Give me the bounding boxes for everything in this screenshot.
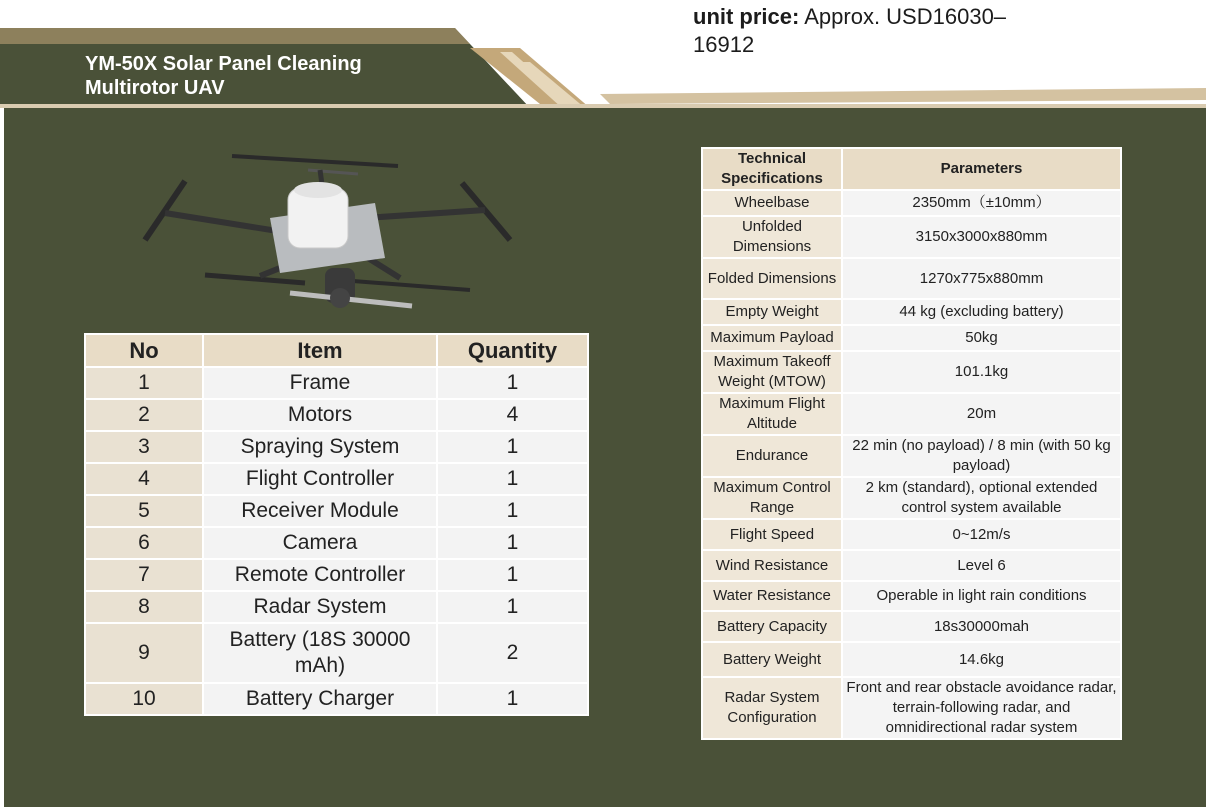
table-row	[702, 519, 1121, 550]
table-row	[702, 258, 1121, 299]
item-no: 4	[85, 463, 203, 495]
spec-value: 44 kg (excluding battery)	[842, 299, 1121, 325]
spec-name: Maximum Flight Altitude	[702, 393, 842, 435]
spec-name: Battery Weight	[702, 642, 842, 677]
spec-name: Unfolded Dimensions	[702, 216, 842, 258]
item-name: Remote Controller	[203, 559, 437, 591]
table-row	[702, 299, 1121, 325]
table-row	[85, 399, 588, 431]
item-name: Spraying System	[203, 431, 437, 463]
table-row	[702, 477, 1121, 519]
spec-name: Maximum Payload	[702, 325, 842, 351]
spec-value: 101.1kg	[842, 351, 1121, 393]
specs-header-row	[702, 148, 1121, 190]
spec-name: Empty Weight	[702, 299, 842, 325]
item-quantity: 1	[437, 463, 588, 495]
table-row	[702, 581, 1121, 611]
spec-value: 18s30000mah	[842, 611, 1121, 642]
spec-name: Battery Capacity	[702, 611, 842, 642]
table-row	[702, 190, 1121, 216]
table-row	[702, 393, 1121, 435]
spec-name: Radar System Configuration	[702, 677, 842, 739]
item-name: Motors	[203, 399, 437, 431]
spec-value: 2 km (standard), optional extended control system available	[842, 477, 1121, 519]
spec-value: 2350mm（±10mm）	[842, 190, 1121, 216]
table-row	[85, 367, 588, 399]
spec-value: 14.6kg	[842, 642, 1121, 677]
spec-name: Endurance	[702, 435, 842, 477]
item-no: 1	[85, 367, 203, 399]
item-quantity: 1	[437, 683, 588, 715]
item-name: Radar System	[203, 591, 437, 623]
spec-value: 50kg	[842, 325, 1121, 351]
spec-value: 20m	[842, 393, 1121, 435]
spec-value: Front and rear obstacle avoidance radar, terrain-following radar, and omnidirectional radar system	[842, 677, 1121, 739]
table-row	[702, 216, 1121, 258]
item-quantity: 1	[437, 367, 588, 399]
spec-name: Water Resistance	[702, 581, 842, 611]
spec-name: Folded Dimensions	[702, 258, 842, 299]
table-row	[85, 683, 588, 715]
item-name: Camera	[203, 527, 437, 559]
drone-icon	[140, 148, 520, 318]
table-row	[85, 559, 588, 591]
item-name: Frame	[203, 367, 437, 399]
item-name: Battery Charger	[203, 683, 437, 715]
item-no: 10	[85, 683, 203, 715]
item-no: 5	[85, 495, 203, 527]
table-row	[702, 642, 1121, 677]
items-table	[84, 333, 589, 716]
page-title	[85, 52, 362, 100]
table-row	[85, 623, 588, 683]
spec-value: 22 min (no payload) / 8 min (with 50 kg payload)	[842, 435, 1121, 477]
table-row	[85, 463, 588, 495]
table-row	[702, 550, 1121, 581]
table-row	[702, 351, 1121, 393]
specs-table	[701, 147, 1122, 740]
header-band	[0, 0, 1206, 108]
spec-name: Maximum Takeoff Weight (MTOW)	[702, 351, 842, 393]
title-line-1: YM-50X Solar Panel Cleaning	[85, 53, 362, 75]
table-row	[85, 591, 588, 623]
items-header-item: Item	[203, 334, 437, 367]
spec-value: 1270x775x880mm	[842, 258, 1121, 299]
item-no: 8	[85, 591, 203, 623]
item-no: 9	[85, 623, 203, 683]
spec-name: Maximum Control Range	[702, 477, 842, 519]
specs-header-spec: Technical Specifications	[702, 148, 842, 190]
items-header-row	[85, 334, 588, 367]
specs-header-parameters: Parameters	[842, 148, 1121, 190]
item-no: 2	[85, 399, 203, 431]
spec-name: Wind Resistance	[702, 550, 842, 581]
table-row	[85, 495, 588, 527]
spec-value: Operable in light rain conditions	[842, 581, 1121, 611]
item-no: 3	[85, 431, 203, 463]
items-header-no: No	[85, 334, 203, 367]
spec-value: 0~12m/s	[842, 519, 1121, 550]
price-value: Approx. USD16030– 16912	[693, 4, 1007, 57]
table-row	[702, 611, 1121, 642]
title-line-2: Multirotor UAV	[85, 77, 225, 99]
spec-name: Flight Speed	[702, 519, 842, 550]
table-row	[702, 325, 1121, 351]
item-no: 7	[85, 559, 203, 591]
unit-price	[693, 3, 1053, 59]
spec-value: 3150x3000x880mm	[842, 216, 1121, 258]
table-row	[85, 527, 588, 559]
item-quantity: 1	[437, 527, 588, 559]
table-row	[85, 431, 588, 463]
items-header-quantity: Quantity	[437, 334, 588, 367]
spec-name: Wheelbase	[702, 190, 842, 216]
item-no: 6	[85, 527, 203, 559]
spec-value: Level 6	[842, 550, 1121, 581]
item-name: Receiver Module	[203, 495, 437, 527]
item-name: Flight Controller	[203, 463, 437, 495]
item-quantity: 4	[437, 399, 588, 431]
item-quantity: 1	[437, 495, 588, 527]
table-row	[702, 435, 1121, 477]
item-quantity: 1	[437, 591, 588, 623]
item-quantity: 2	[437, 623, 588, 683]
item-name: Battery (18S 30000 mAh)	[203, 623, 437, 683]
item-quantity: 1	[437, 559, 588, 591]
price-label: unit price:	[693, 4, 800, 29]
table-row	[702, 677, 1121, 739]
item-quantity: 1	[437, 431, 588, 463]
